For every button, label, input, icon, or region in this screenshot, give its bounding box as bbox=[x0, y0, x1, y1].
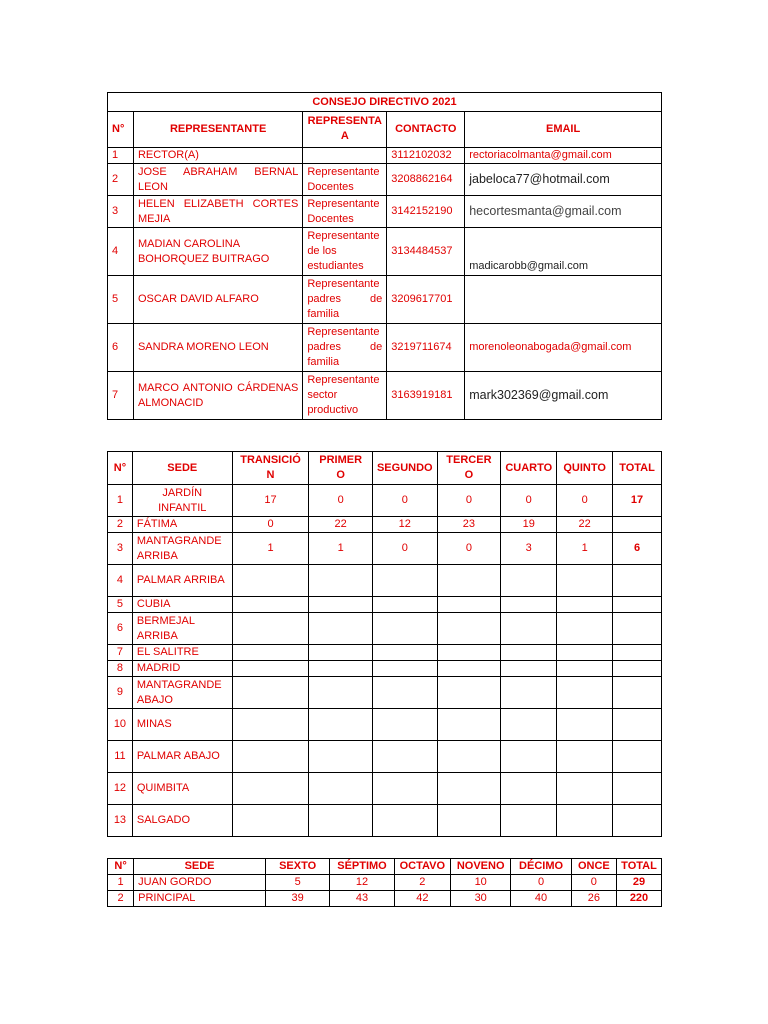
representante-cell: JOSE ABRAHAM BERNAL LEON bbox=[133, 164, 302, 196]
value-cell bbox=[232, 773, 309, 805]
value-cell: 42 bbox=[394, 891, 450, 907]
email-cell: morenoleonabogada@gmail.com bbox=[465, 324, 662, 372]
sede-cell: QUIMBITA bbox=[132, 773, 232, 805]
representante-cell: RECTOR(A) bbox=[133, 148, 302, 164]
row-number: 7 bbox=[108, 645, 133, 661]
row-number: 1 bbox=[108, 875, 134, 891]
email-cell: mark302369@gmail.com bbox=[465, 372, 662, 420]
value-cell: 17 bbox=[232, 485, 309, 517]
sede-cell: MINAS bbox=[132, 709, 232, 741]
primaria-table bbox=[107, 451, 662, 837]
value-cell: 0 bbox=[372, 533, 437, 565]
value-cell bbox=[232, 709, 309, 741]
value-cell bbox=[557, 677, 613, 709]
value-cell bbox=[437, 613, 501, 645]
sede-cell: PALMAR ARRIBA bbox=[132, 565, 232, 597]
value-cell bbox=[437, 773, 501, 805]
value-cell: 26 bbox=[571, 891, 616, 907]
total-cell: 29 bbox=[617, 875, 662, 891]
value-cell bbox=[309, 805, 373, 837]
value-cell bbox=[232, 661, 309, 677]
contacto-cell: 3219711674 bbox=[387, 324, 465, 372]
value-cell: 23 bbox=[437, 517, 501, 533]
value-cell: 0 bbox=[437, 533, 501, 565]
value-cell bbox=[437, 709, 501, 741]
total-cell bbox=[613, 645, 662, 661]
header-septimo: SÉPTIMO bbox=[330, 859, 394, 875]
total-cell: 6 bbox=[613, 533, 662, 565]
row-number: 1 bbox=[108, 148, 134, 164]
table-row bbox=[108, 875, 662, 891]
value-cell: 2 bbox=[394, 875, 450, 891]
value-cell bbox=[437, 597, 501, 613]
table-row bbox=[108, 891, 662, 907]
table-row bbox=[108, 709, 662, 741]
row-number: 12 bbox=[108, 773, 133, 805]
contacto-cell: 3208862164 bbox=[387, 164, 465, 196]
value-cell: 0 bbox=[511, 875, 571, 891]
header-representante: REPRESENTANTE bbox=[133, 112, 302, 148]
header-quinto: QUINTO bbox=[557, 452, 613, 485]
row-number: 10 bbox=[108, 709, 133, 741]
value-cell: 40 bbox=[511, 891, 571, 907]
secundaria-table bbox=[107, 858, 662, 907]
sede-cell: CUBIA bbox=[132, 597, 232, 613]
contacto-cell: 3112102032 bbox=[387, 148, 465, 164]
header-total: TOTAL bbox=[617, 859, 662, 875]
value-cell bbox=[372, 565, 437, 597]
total-cell: 220 bbox=[617, 891, 662, 907]
representa-cell: Representante padres de familia bbox=[303, 324, 387, 372]
table-row bbox=[108, 533, 662, 565]
total-cell bbox=[613, 613, 662, 645]
value-cell bbox=[557, 645, 613, 661]
representa-cell: Representante Docentes bbox=[303, 196, 387, 228]
value-cell bbox=[557, 661, 613, 677]
table-row bbox=[108, 597, 662, 613]
row-number: 11 bbox=[108, 741, 133, 773]
value-cell bbox=[232, 677, 309, 709]
row-number: 4 bbox=[108, 565, 133, 597]
email-cell: hecortesmanta@gmail.com bbox=[465, 196, 662, 228]
row-number: 6 bbox=[108, 613, 133, 645]
contacto-cell: 3134484537 bbox=[387, 228, 465, 276]
total-cell bbox=[613, 597, 662, 613]
sede-cell: JUAN GORDO bbox=[134, 875, 266, 891]
sede-cell: SALGADO bbox=[132, 805, 232, 837]
total-cell bbox=[613, 677, 662, 709]
sede-cell: EL SALITRE bbox=[132, 645, 232, 661]
contacto-cell: 3163919181 bbox=[387, 372, 465, 420]
header-cuarto: CUARTO bbox=[501, 452, 557, 485]
representante-cell: HELEN ELIZABETH CORTES MEJIA bbox=[133, 196, 302, 228]
header-n: N° bbox=[108, 859, 134, 875]
value-cell bbox=[309, 773, 373, 805]
row-number: 5 bbox=[108, 597, 133, 613]
value-cell bbox=[501, 613, 557, 645]
value-cell bbox=[501, 661, 557, 677]
value-cell: 1 bbox=[232, 533, 309, 565]
representante-cell: SANDRA MORENO LEON bbox=[133, 324, 302, 372]
contacto-cell: 3209617701 bbox=[387, 276, 465, 324]
header-email: EMAIL bbox=[465, 112, 662, 148]
value-cell: 10 bbox=[451, 875, 511, 891]
header-n: N° bbox=[108, 452, 133, 485]
representa-cell bbox=[303, 148, 387, 164]
value-cell: 0 bbox=[501, 485, 557, 517]
sede-cell: JARDÍN INFANTIL bbox=[132, 485, 232, 517]
row-number: 2 bbox=[108, 517, 133, 533]
table-row bbox=[108, 677, 662, 709]
header-sexto: SEXTO bbox=[265, 859, 329, 875]
value-cell bbox=[501, 565, 557, 597]
sede-cell: MANTAGRANDE ARRIBA bbox=[132, 533, 232, 565]
value-cell: 39 bbox=[265, 891, 329, 907]
value-cell: 12 bbox=[372, 517, 437, 533]
total-cell bbox=[613, 517, 662, 533]
email-cell bbox=[465, 276, 662, 324]
value-cell bbox=[557, 597, 613, 613]
total-cell bbox=[613, 709, 662, 741]
consejo-title: CONSEJO DIRECTIVO 2021 bbox=[108, 93, 662, 112]
value-cell bbox=[309, 645, 373, 661]
value-cell bbox=[437, 805, 501, 837]
value-cell bbox=[557, 741, 613, 773]
total-cell bbox=[613, 661, 662, 677]
table-row bbox=[108, 324, 662, 372]
table-row bbox=[108, 773, 662, 805]
value-cell bbox=[501, 709, 557, 741]
value-cell bbox=[372, 645, 437, 661]
value-cell: 19 bbox=[501, 517, 557, 533]
total-cell bbox=[613, 565, 662, 597]
value-cell bbox=[437, 677, 501, 709]
value-cell bbox=[309, 597, 373, 613]
value-cell bbox=[232, 613, 309, 645]
value-cell bbox=[372, 661, 437, 677]
table-row bbox=[108, 228, 662, 276]
sede-cell: BERMEJAL ARRIBA bbox=[132, 613, 232, 645]
value-cell bbox=[232, 645, 309, 661]
row-number: 13 bbox=[108, 805, 133, 837]
value-cell bbox=[232, 565, 309, 597]
value-cell bbox=[372, 709, 437, 741]
table-row bbox=[108, 661, 662, 677]
table-row bbox=[108, 196, 662, 228]
value-cell: 0 bbox=[437, 485, 501, 517]
value-cell bbox=[501, 805, 557, 837]
value-cell bbox=[232, 805, 309, 837]
value-cell: 22 bbox=[557, 517, 613, 533]
value-cell: 1 bbox=[309, 533, 373, 565]
header-total: TOTAL bbox=[613, 452, 662, 485]
value-cell bbox=[557, 805, 613, 837]
header-octavo: OCTAVO bbox=[394, 859, 450, 875]
contacto-cell: 3142152190 bbox=[387, 196, 465, 228]
row-number: 5 bbox=[108, 276, 134, 324]
value-cell bbox=[372, 597, 437, 613]
row-number: 3 bbox=[108, 196, 134, 228]
representante-cell: MARCO ANTONIO CÁRDENAS ALMONACID bbox=[133, 372, 302, 420]
sede-cell: MANTAGRANDE ABAJO bbox=[132, 677, 232, 709]
value-cell: 0 bbox=[232, 517, 309, 533]
total-cell bbox=[613, 805, 662, 837]
table-row bbox=[108, 276, 662, 324]
value-cell bbox=[557, 613, 613, 645]
value-cell bbox=[557, 709, 613, 741]
table-row bbox=[108, 148, 662, 164]
header-primero: PRIMER O bbox=[309, 452, 373, 485]
consejo-header-row bbox=[108, 112, 662, 148]
value-cell: 30 bbox=[451, 891, 511, 907]
table-row bbox=[108, 372, 662, 420]
value-cell: 0 bbox=[571, 875, 616, 891]
table-row bbox=[108, 164, 662, 196]
total-cell bbox=[613, 741, 662, 773]
sede-cell: PALMAR ABAJO bbox=[132, 741, 232, 773]
value-cell bbox=[372, 677, 437, 709]
value-cell bbox=[437, 661, 501, 677]
value-cell bbox=[309, 661, 373, 677]
table-row bbox=[108, 741, 662, 773]
value-cell bbox=[437, 645, 501, 661]
value-cell bbox=[437, 565, 501, 597]
total-cell bbox=[613, 773, 662, 805]
row-number: 7 bbox=[108, 372, 134, 420]
header-sede: SEDE bbox=[132, 452, 232, 485]
value-cell bbox=[501, 597, 557, 613]
value-cell: 1 bbox=[557, 533, 613, 565]
representante-cell: MADIAN CAROLINA BOHORQUEZ BUITRAGO bbox=[133, 228, 302, 276]
value-cell bbox=[501, 773, 557, 805]
header-tercero: TERCER O bbox=[437, 452, 501, 485]
table-row bbox=[108, 613, 662, 645]
value-cell bbox=[557, 773, 613, 805]
consejo-directivo-table bbox=[107, 92, 662, 420]
header-noveno: NOVENO bbox=[451, 859, 511, 875]
header-representa-a: REPRESENTA A bbox=[303, 112, 387, 148]
value-cell bbox=[309, 613, 373, 645]
primaria-header-row bbox=[108, 452, 662, 485]
value-cell: 3 bbox=[501, 533, 557, 565]
header-once: ONCE bbox=[571, 859, 616, 875]
value-cell bbox=[557, 565, 613, 597]
table-row bbox=[108, 565, 662, 597]
table-row bbox=[108, 485, 662, 517]
value-cell bbox=[372, 805, 437, 837]
representante-cell: OSCAR DAVID ALFARO bbox=[133, 276, 302, 324]
representa-cell: Representante de los estudiantes bbox=[303, 228, 387, 276]
sede-cell: PRINCIPAL bbox=[134, 891, 266, 907]
value-cell bbox=[309, 677, 373, 709]
header-segundo: SEGUNDO bbox=[372, 452, 437, 485]
table-row bbox=[108, 645, 662, 661]
row-number: 1 bbox=[108, 485, 133, 517]
value-cell: 43 bbox=[330, 891, 394, 907]
table-row bbox=[108, 517, 662, 533]
value-cell bbox=[501, 677, 557, 709]
header-sede: SEDE bbox=[134, 859, 266, 875]
value-cell bbox=[372, 773, 437, 805]
value-cell bbox=[309, 709, 373, 741]
value-cell bbox=[501, 645, 557, 661]
value-cell bbox=[372, 741, 437, 773]
value-cell: 0 bbox=[309, 485, 373, 517]
value-cell: 5 bbox=[265, 875, 329, 891]
value-cell bbox=[309, 741, 373, 773]
row-number: 3 bbox=[108, 533, 133, 565]
value-cell: 0 bbox=[557, 485, 613, 517]
value-cell bbox=[437, 741, 501, 773]
representa-cell: Representante padres de familia bbox=[303, 276, 387, 324]
row-number: 6 bbox=[108, 324, 134, 372]
table-row bbox=[108, 805, 662, 837]
row-number: 9 bbox=[108, 677, 133, 709]
sede-cell: FÁTIMA bbox=[132, 517, 232, 533]
representa-cell: Representante sector productivo bbox=[303, 372, 387, 420]
value-cell: 12 bbox=[330, 875, 394, 891]
total-cell: 17 bbox=[613, 485, 662, 517]
row-number: 8 bbox=[108, 661, 133, 677]
secundaria-header-row bbox=[108, 859, 662, 875]
value-cell: 0 bbox=[372, 485, 437, 517]
row-number: 2 bbox=[108, 891, 134, 907]
row-number: 4 bbox=[108, 228, 134, 276]
value-cell bbox=[232, 741, 309, 773]
representa-cell: Representante Docentes bbox=[303, 164, 387, 196]
value-cell: 22 bbox=[309, 517, 373, 533]
sede-cell: MADRID bbox=[132, 661, 232, 677]
value-cell bbox=[372, 613, 437, 645]
header-n: N° bbox=[108, 112, 134, 148]
email-cell: rectoriacolmanta@gmail.com bbox=[465, 148, 662, 164]
row-number: 2 bbox=[108, 164, 134, 196]
header-contacto: CONTACTO bbox=[387, 112, 465, 148]
email-cell: jabeloca77@hotmail.com bbox=[465, 164, 662, 196]
header-decimo: DÉCIMO bbox=[511, 859, 571, 875]
value-cell bbox=[501, 741, 557, 773]
header-transicion: TRANSICIÓ N bbox=[232, 452, 309, 485]
value-cell bbox=[309, 565, 373, 597]
email-cell: madicarobb@gmail.com bbox=[465, 228, 662, 276]
value-cell bbox=[232, 597, 309, 613]
